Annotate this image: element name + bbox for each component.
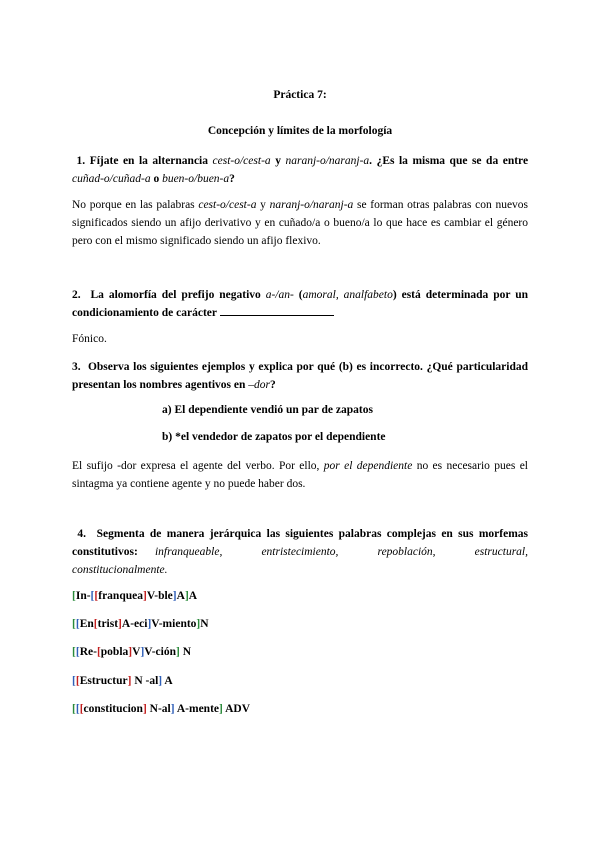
question-2: 2. La alomorfía del prefijo negativo a-/an- (amoral, analfabeto) está determinada por un condicionamiento de carácter <box>72 289 529 319</box>
answer-3: El sufijo -dor expresa el agente del verbo. Por ello, por el dependiente no es necesario pues el sintagma ya contiene agente y no puede haber dos. <box>72 460 528 490</box>
morph-infranqueable: [In-[[franquea]V-ble]A]A <box>72 590 198 602</box>
answer-blank <box>220 305 334 316</box>
page-subtitle: Concepción y límites de la morfología <box>207 125 393 137</box>
answer-1: No porque en las palabras cest-o/cest-a y naranj-o/naranj-a se forman otras palabras con nuevos significados siendo un afijo derivativo y en cuñado/a o bueno/a lo que hace es cambiar el género pero con el mismo significado siendo un afijo flexivo. <box>72 199 529 247</box>
example-b: b) *el vendedor de zapatos por el dependiente <box>162 431 386 443</box>
morph-constitucionalmente: [[[constitucion] N-al] A-mente] ADV <box>72 703 250 715</box>
page-title: Práctica 7: <box>273 89 327 101</box>
morph-repoblacion: [[Re-[pobla]V]V-ción] N <box>72 646 192 658</box>
question-1: 1. Fíjate en la alternancia cest-o/cest-a y naranj-o/naranj-a. ¿Es la misma que se da entre cuñad-o/cuñad-a o buen-o/buen-a? <box>72 155 529 185</box>
example-a: a) El dependiente vendió un par de zapatos <box>162 404 373 416</box>
question-4: 4. Segmenta de manera jerárquica las siguientes palabras complejas en sus morfemas constitutivos: infranqueable, entristecimiento, repoblación, estructural, constitucionalmente. <box>72 528 529 576</box>
morph-estructural: [[Estructur] N -al] A <box>72 675 173 687</box>
question-3: 3. Observa los siguientes ejemplos y explica por qué (b) es incorrecto. ¿Qué particularidad presentan los nombres agentivos en –dor? <box>72 361 528 391</box>
morph-entristecimiento: [[En[trist]A-eci]V-miento]N <box>72 618 209 630</box>
answer-2: Fónico. <box>72 333 107 345</box>
